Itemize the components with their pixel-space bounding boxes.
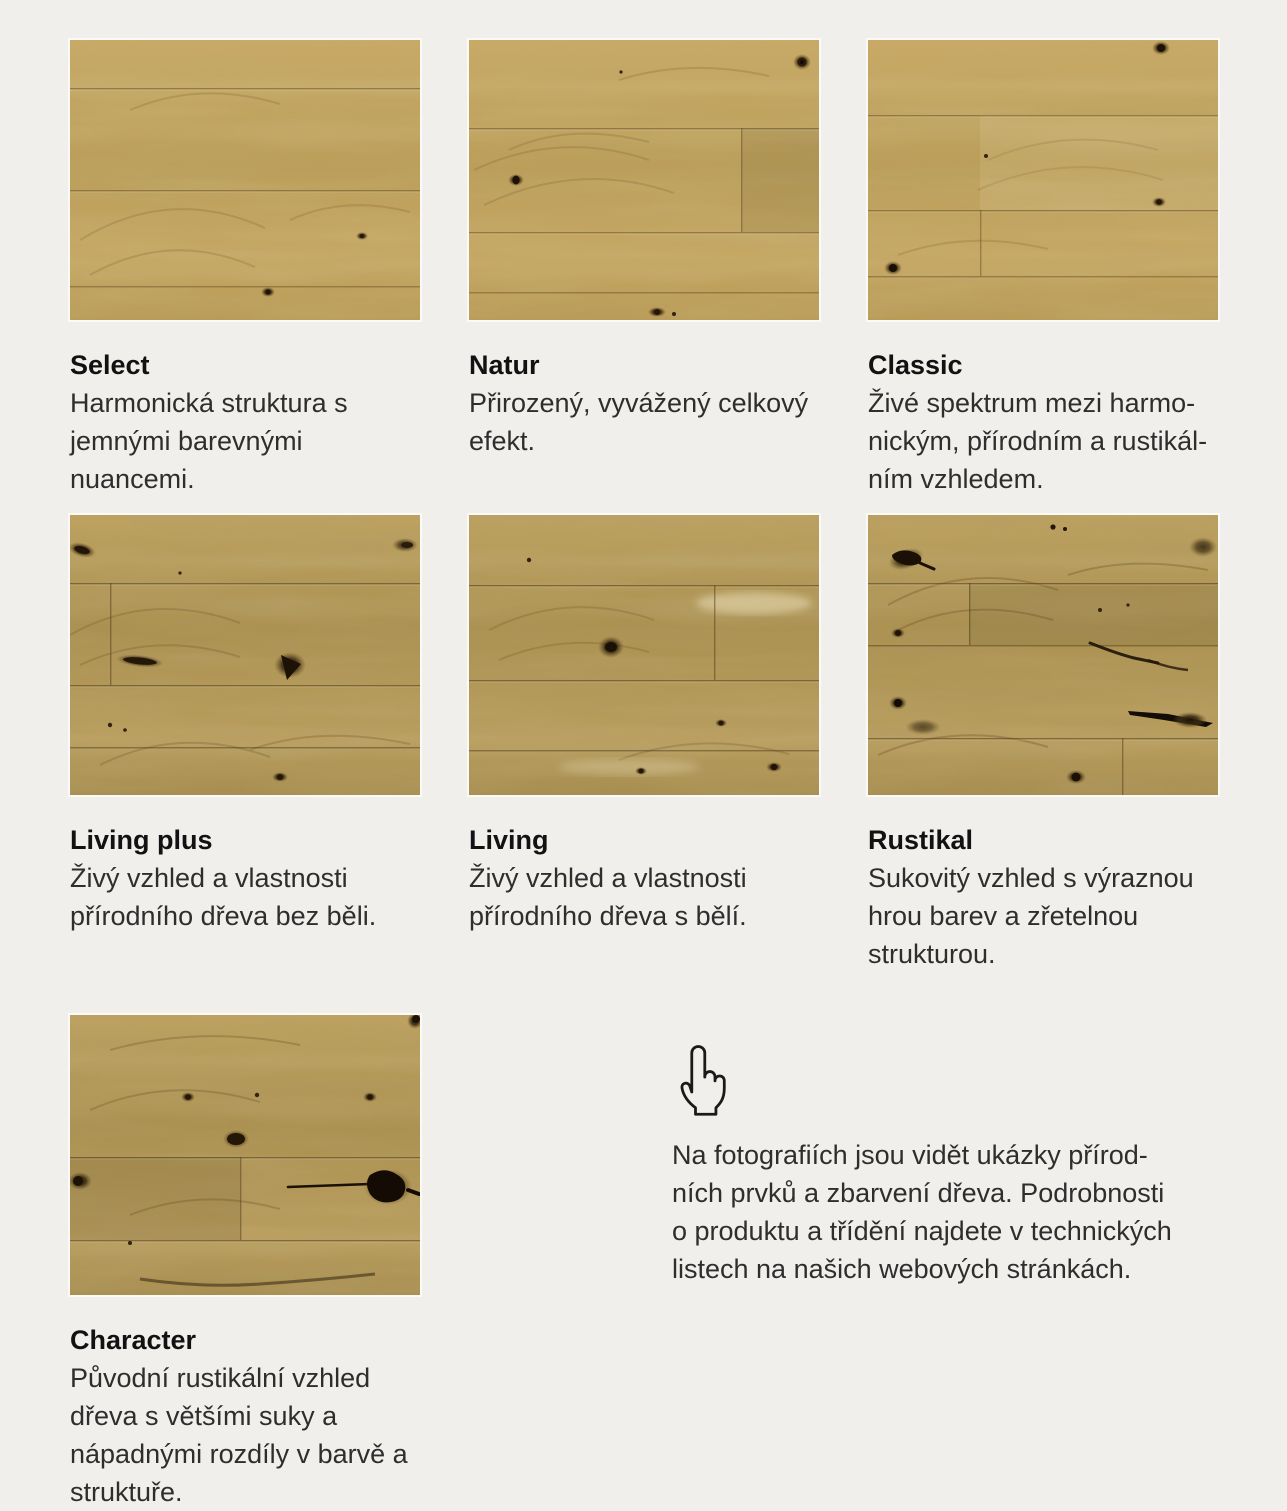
note-block — [469, 1015, 1218, 1511]
grade-title-living: Living — [469, 825, 549, 855]
grade-card-character — [70, 1015, 420, 1511]
grade-card-select — [70, 40, 420, 515]
rustikal-wood-sample-photo — [868, 515, 1218, 795]
grade-description-living-plus: Živý vzhled a vlastnosti přírodního dřeva bez běli. — [70, 863, 377, 931]
grade-title-natur: Natur — [469, 350, 540, 380]
tap-hand-icon — [672, 1040, 732, 1118]
grade-card-classic — [868, 40, 1218, 515]
note-text: Na fotografiích jsou vidět ukázky přírodních prvků a zbarvení dřeva. Podrobnosti o produktu a třídění najdete v technických listech na našich webových stránkách. — [672, 1140, 1172, 1284]
grade-title-character: Character — [70, 1325, 197, 1355]
select-wood-sample-photo — [70, 40, 420, 320]
grade-card-rustikal — [868, 515, 1218, 1015]
living-plus-wood-sample-photo — [70, 515, 420, 795]
grade-card-natur — [469, 40, 819, 515]
grade-description-select: Harmonická struktura s jemnými barevnými nuancemi. — [70, 388, 348, 494]
grade-title-classic: Classic — [868, 350, 963, 380]
grade-title-select: Select — [70, 350, 150, 380]
grade-description-rustikal: Sukovitý vzhled s výraznou hrou barev a zřetelnou strukturou. — [868, 863, 1194, 969]
grade-title-rustikal: Rustikal — [868, 825, 974, 855]
grade-description-natur: Přirozený, vyvážený celkový efekt. — [469, 388, 809, 456]
grade-description-living: Živý vzhled a vlastnosti přírodního dřeva s bělí. — [469, 863, 747, 931]
grade-title-living-plus: Living plus — [70, 825, 213, 855]
classic-wood-sample-photo — [868, 40, 1218, 320]
grade-card-living — [469, 515, 819, 1015]
grade-description-character: Původní rustikální vzhled dřeva s většími suky a nápadnými rozdíly v barvě a struktuře. — [70, 1363, 408, 1507]
grade-description-classic: Živé spektrum mezi harmonickým, přírodním a rustikálním vzhledem. — [868, 388, 1208, 494]
living-wood-sample-photo — [469, 515, 819, 795]
natur-wood-sample-photo — [469, 40, 819, 320]
grade-card-living-plus — [70, 515, 420, 1015]
character-wood-sample-photo — [70, 1015, 420, 1295]
